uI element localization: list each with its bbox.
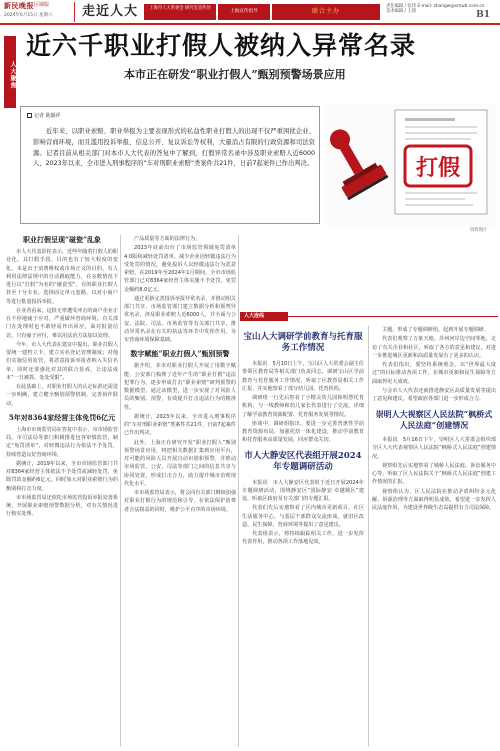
news-paragraph: 主题，形成了专题调研组，起到开展专题调研。 — [382, 327, 489, 333]
news-column-4 — [372, 326, 496, 747]
section-title: 走近人大 — [82, 4, 139, 19]
article-paragraph: 通过更新完善投诉举报异常名录，并推动相关部门共享，市场监管部门建立数据分析和预判异常名录，涉及职业索赔人近6000人，并全面与公安、法院、司法、市场监管等有关部门共享，推动异常名录在有关的执法等环节中发挥作用，夯实营商环境保障基础。 — [124, 295, 236, 343]
article-paragraph: 上海市市场监管局在答复中表示，市市场监管局、市司法局等部门积极推进包容审慎监管，制定“免罚清单”，对轻微违法行为依法不予处罚，持续营造良好营商环境。 — [6, 426, 118, 458]
news-paragraph: 视察组认为，区人民法院在推动矛盾纠纷多元化解、诉源治理等方面取得明显成效，希望进一步发挥人民法庭作用，为建设世界级生态岛提供有力司法保障。 — [372, 488, 496, 512]
news-headline-jingan: 市人大静安区代表组开展2024年专题调研活动 — [244, 450, 362, 472]
article-paragraph: 在此基础上，对职业打假人的认定标准还需进一步明确，建立健全甄别预警机制，完善协作联动。 — [6, 384, 118, 407]
page-number: B1 — [476, 10, 490, 20]
article-column-2 — [124, 235, 236, 747]
news-paragraph: 调研组一行先后察看了小精灵幼儿园和明慧托育机构，与一线教师和幼儿家长代表进行了交流，详细了解学前教育资源配置、托育服务发展等情况。 — [242, 395, 364, 418]
lead-box — [20, 106, 320, 224]
column-divider — [120, 235, 121, 747]
news-paragraph: 本报讯 5月16日下午，崇明区人大常委会组织部分区人大代表视察区人民法院“枫桥式人民法庭”创建情况。 — [372, 437, 496, 460]
news-headline-baoshan: 宝山人大调研学前教育与托育服务工作情况 — [243, 332, 363, 354]
news-paragraph: 与会市人大代表还就推进静安区高质量发展等提出了意见和建议，希望政府各部门进一步形成合力。 — [372, 387, 496, 402]
column-divider — [238, 235, 239, 747]
article-subhead-2: 5年对8364家经营主体免罚6亿元 — [8, 412, 116, 422]
section-bar-rule — [288, 316, 498, 317]
article-paragraph: 今年，市人大代表在建议中提出，职业打假人要统一建档立卡，建立实名登记管理制度；对他们实施信用监管，将恶意投诉举报者纳入失信名单，同时还要强化对其的联合惩戒，让违法成本“一日被抓、处处受限”。 — [6, 341, 118, 381]
article-paragraph: 据统计，2019年以来，全市市场监管部门共对8364家经营主体依法不予处罚或减轻处罚，免除罚款金额约6亿元。同时加大对职业索赔行为的甄别和打击力度。 — [6, 460, 118, 492]
byline — [27, 113, 61, 119]
illustration — [325, 104, 495, 226]
lead-paragraph: 近年来，以职业索赔、职业举报为主要表现形式的私益性职业打假人的出现不仅严重困扰企业、影响营商环境，而且滥用投诉举报、信息公开、复议诉讼等权利，大量消占有限的行政资源和司法资源。记者目前从相关部门对本市人大代表的答复中了解到，打假异常名录中涉及职业索赔人近6000人，2023年以来，全市进入刑事程序的“车对刑职业索赔”类案件共21件，日前7起案件已作出判决。 — [33, 128, 315, 168]
subheadline: 本市正在研发“职业打假人”甄别预警场景应用 — [124, 68, 346, 81]
news-paragraph: 代表组表示，将持续跟踪相关工作，进一步发挥代表作用，推动各项工作落地见效。 — [242, 531, 364, 546]
article-paragraph: 市市场监管局还依托市场监管投诉举报处置系统，开展职业索赔预警数据分析，对有关情况进行核实处理。 — [6, 494, 118, 518]
headline: 近六千职业打假人被纳入异常名录 — [26, 31, 417, 60]
co-host-banner: 联合主办 — [272, 4, 380, 20]
page-header — [4, 2, 496, 22]
article-paragraph: 据统计，2023年以来，全市进入刑事程序的“车对刑职业索赔”类案件共21件，日前7起案件已作出判决。 — [124, 413, 236, 437]
masthead: 新民晚报 — [4, 1, 34, 10]
header-rule — [0, 23, 500, 25]
article-column-1 — [6, 235, 118, 747]
article-paragraph: 据介绍，本市对职业打假人开展了用数字赋能，公安部门梳理了近年产生的“职业打假”违法犯罪行为，逐步形成打击“职业索赔”研判预警的数据模型。通过该模型，进一步实现了对风险人员的甄别、预警，有效提升打击违法行为的精准性。 — [124, 363, 236, 411]
news-paragraph: 本报讯 市人大静安区代表组于近日开展2024年专题调研活动，围绕静安区“国际静安·卓越城区”建设，听取区政府及有关部门的专题汇报。 — [242, 479, 364, 503]
article-paragraph: 市市场监管局表示，将会同有关部门继续加强对职业打假行为的规范和引导，在依法保护消费者合法权益的同时，维护公平有序的市场环境。 — [124, 490, 236, 513]
article-paragraph: 2023年底前出台了市场监管领域免罚清单4.0版和减轻处罚清单，减少企业因轻微违法行为受处罚的情况，避免投诉人以轻微违法行为恶意索赔。在2019年至2024年1月期间，全市市场监管部门已对8364家经营主体实施不予处罚，免罚金额约8.0亿元。 — [124, 245, 236, 293]
news-paragraph: 本报讯 5月10日上午，宝山区人大常委会副主任带领区教育局等相关部门负责同志，调研宝山区学前教育与托育服务工作情况，听取了区教育局相关工作汇报，并实地察看了部分幼儿园、托育机构。 — [242, 361, 364, 392]
news-column-3 — [242, 326, 364, 747]
editor-info — [386, 4, 484, 15]
section-bar-label: 人大连线 — [240, 312, 288, 321]
column-divider — [368, 326, 369, 747]
sponsor-box: 上海市人大常委会 研究室宣传处 — [144, 4, 216, 20]
photo-caption: 资料图片 — [470, 228, 488, 233]
section-tag: 人大聚焦 — [4, 36, 16, 108]
header-separator — [74, 2, 75, 22]
byline-text: 记者 陈颖祥 — [34, 113, 61, 119]
article-paragraph: 在业者看来，这批无辜遭受冲击的商户企业正在不停地疲于应对，严重破坏营商环境。有关部门在处理时也不敢轻易作出回应，面对批量信访，只有疲于应付，难以用法治方法加以处理。 — [6, 307, 118, 339]
article-paragraph: 市人大代表彭桂表示，近些年随着打假人的职业化，其打假手段、目的也有了较大程度的变化。本是出于消费维权或市场正义的目的，有人利用法律法规中的自动跳取能力，在多数情况下进行以“打假”为名的“碰瓷型”，有的职业打假人甚至十分专业，选择固定单元套路，以对小商户等进行批量投诉举报。 — [6, 249, 118, 305]
art-editor-line: 美术编辑 / 王倩 — [386, 9, 416, 15]
article-paragraph: 此外，上海正在研究开发“职业打假人”甄别预警场景应用，将把相关数据汇集到应用平台，对可能的风险人员开展自动识别和预警，并推动市场监管、公安、司法等部门之间的信息共享与协同处置，形成打击合力，助力提升城市治理现代化水平。 — [124, 439, 236, 487]
editor-line: 责任编辑 / 张伟 E-mail: zhangw@xmwb.com.cn — [386, 4, 485, 9]
article-paragraph: 产品质量等方面的法律行为。 — [134, 236, 201, 242]
news-headline-chongming: 崇明人大视察区人民法院“枫桥式人民法庭”创建情况 — [375, 409, 493, 430]
news-paragraph: 视察组先后实地察看了城桥人民法庭、诉讼服务中心等，听取了区人民法院关于“枫桥式人民法庭”创建工作情况的汇报。 — [372, 462, 496, 486]
news-paragraph: 代表们观察了万象天地、苏州河岸边空间等地，走访了有关企业和社区，听取了各方的意见和建议，对进一步推进城区更新和高质量发展有了更多的认识。 — [372, 336, 496, 359]
article-subhead-1: 职业打假呈现“碰瓷”乱象 — [22, 235, 102, 244]
stamp-text: 打假 — [415, 155, 461, 181]
sponsor-box-2: 上海宣传指导 — [218, 4, 270, 20]
reporter-icon — [27, 113, 32, 118]
article-subhead-3: 数字赋能“职业打假人”甄别预警 — [130, 349, 230, 359]
section-bar — [240, 312, 498, 321]
stamp-illustration-svg — [325, 104, 495, 226]
news-paragraph: 座谈中，调研组指出，要进一步完善普惠性学前教育资源布局，加强托幼一体化建设，推动学前教育和托育服务高质量发展，回应群众关切。 — [242, 420, 364, 444]
masthead-subtitle: 区域版 — [34, 2, 50, 8]
issue-date: 2024年6月15日 星期六 — [4, 13, 53, 18]
news-paragraph: 代表们指出，要坚持系统观念，以“世界最大度过”的目标推动各项工作，在城市更新和民生保障等方面取得更大成效。 — [372, 362, 496, 385]
news-paragraph: 代表们先后实地察看了区内城市更新项目、社区生活服务中心，与基层干部群众交流座谈，就旧区改造、民生保障、营商环境等提出了意见建议。 — [242, 505, 364, 528]
